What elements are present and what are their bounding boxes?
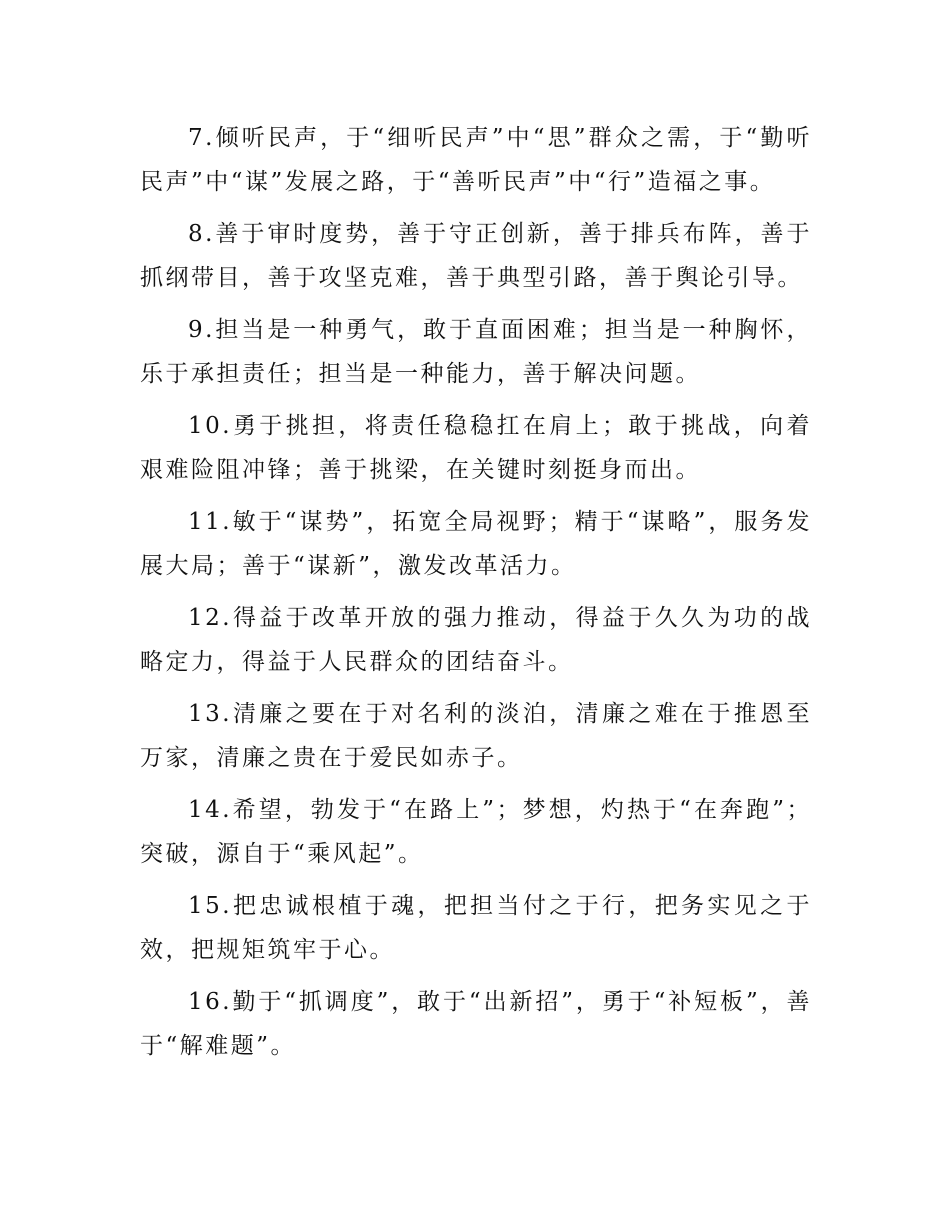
paragraph-7: 7.倾听民声，于“细听民声”中“思”群众之需，于“勤听民声”中“谋”发展之路，于“善听民声”中“行”造福之事。	[140, 125, 812, 195]
paragraph-9: 9.担当是一种勇气，敢于直面困难；担当是一种胸怀，乐于承担责任；担当是一种能力，善于解决问题。	[140, 317, 812, 387]
paragraph-10: 10.勇于挑担，将责任稳稳扛在肩上；敢于挑战，向着艰难险阻冲锋；善于挑梁，在关键时刻挺身而出。	[140, 413, 812, 483]
paragraph-16: 16.勤于“抓调度”，敢于“出新招”，勇于“补短板”，善于“解难题”。	[140, 989, 812, 1059]
paragraph-8: 8.善于审时度势，善于守正创新，善于排兵布阵，善于抓纲带目，善于攻坚克难，善于典型引路，善于舆论引导。	[140, 221, 812, 291]
paragraph-12: 12.得益于改革开放的强力推动，得益于久久为功的战略定力，得益于人民群众的团结奋斗。	[140, 605, 812, 675]
paragraph-13: 13.清廉之要在于对名利的淡泊，清廉之难在于推恩至万家，清廉之贵在于爱民如赤子。	[140, 701, 812, 771]
paragraph-15: 15.把忠诚根植于魂，把担当付之于行，把务实见之于效，把规矩筑牢于心。	[140, 893, 812, 963]
document-body	[140, 116, 812, 1076]
paragraph-14: 14.希望，勃发于“在路上”；梦想，灼热于“在奔跑”；突破，源自于“乘风起”。	[140, 797, 812, 867]
paragraph-11: 11.敏于“谋势”，拓宽全局视野；精于“谋略”，服务发展大局；善于“谋新”，激发改革活力。	[140, 509, 812, 579]
